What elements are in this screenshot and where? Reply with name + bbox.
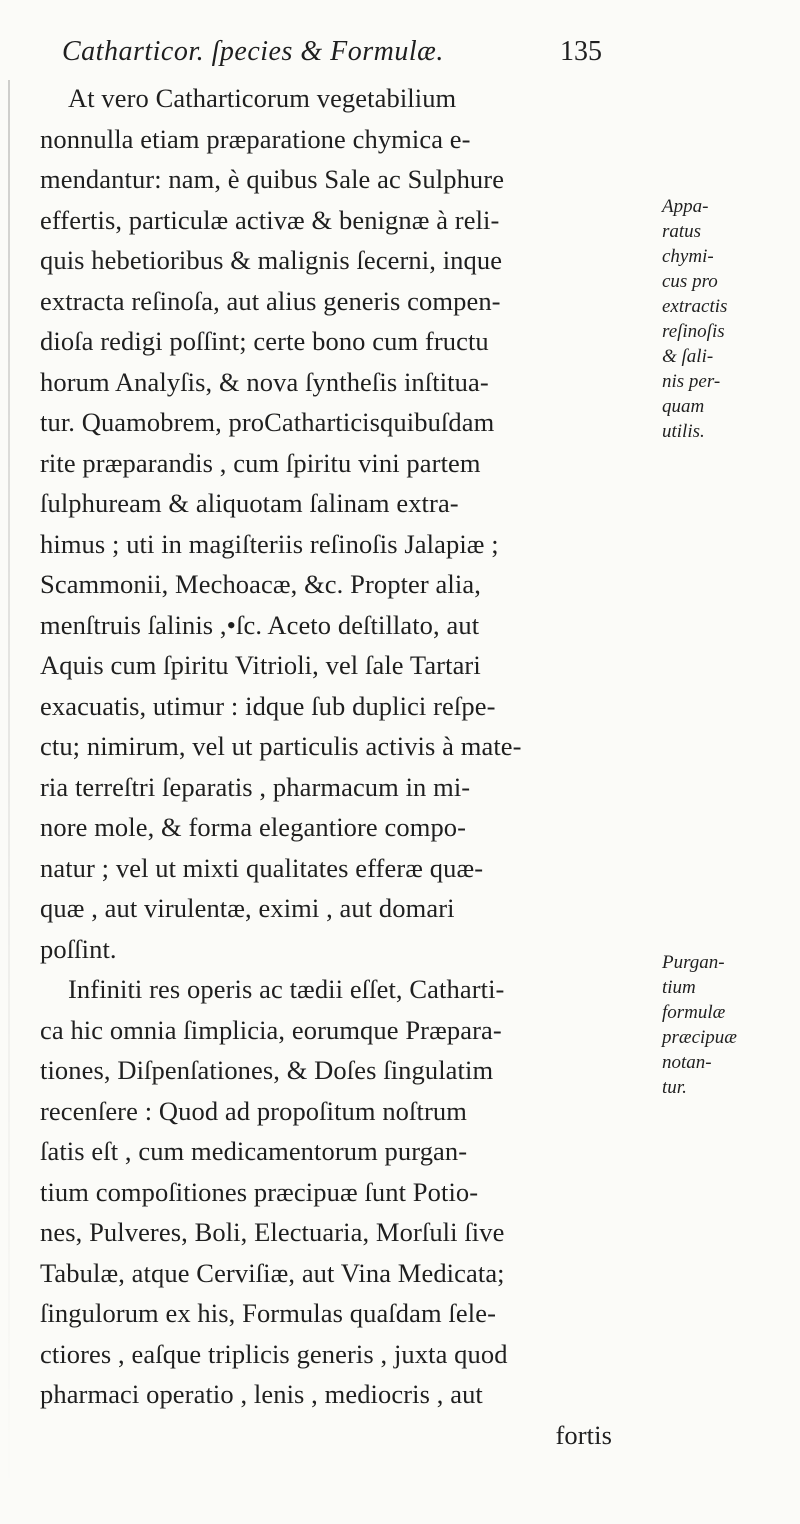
margin-note-line: tium [662,977,696,998]
margin-note-line: ratus [662,221,702,242]
text-line: himus ; uti in magiſteriis reſinoſis Jalapiæ ; [40,528,499,559]
page-number: 135 [560,36,602,67]
margin-note-line: Appa- [662,196,709,217]
text-line: poſſint. [40,933,117,964]
margin-note-line: formulæ [662,1002,726,1023]
margin-note-line: cus pro [662,271,718,292]
text-line: At vero Catharticorum vegetabilium [68,83,457,113]
margin-note-line: notan- [662,1052,712,1073]
margin-note-line: quam [662,396,705,417]
text-line: ſulphuream & aliquotam ſalinam extra- [40,488,459,518]
text-line: nonnulla etiam præparatione chymica e- [40,123,471,154]
text-line: ctiores , eaſque triplicis generis , juxta quod [40,1338,508,1369]
text-line: tium compoſitiones præcipuæ ſunt Potio- [40,1176,479,1207]
margin-note-line: extractis [662,296,728,317]
main-text-block [40,78,640,1455]
text-line: Aquis cum ſpiritu Vitrioli, vel ſale Tartari [40,650,481,680]
text-line: tiones, Diſpenſationes, & Doſes ſingulatim [40,1055,494,1085]
margin-note-line: præcipuæ [662,1027,737,1048]
text-line: recenſere : Quod ad propoſitum noſtrum [40,1095,467,1126]
text-line: pharmaci operatio , lenis , mediocris , aut [40,1379,483,1409]
text-line: ria terreſtri ſeparatis , pharmacum in mi- [40,771,471,802]
text-line: ſatis eſt , cum medicamentorum purgan- [40,1136,468,1166]
text-line: Scammonii, Mechoacæ, &c. Propter alia, [40,569,481,599]
page-gutter-shadow [8,80,10,1500]
margin-note-purgative-formulas [662,950,790,1100]
catchword: fortis [555,1419,612,1450]
text-line: extracta reſinoſa, aut alius generis compen- [40,285,501,316]
margin-note-line: reſinoſis [662,321,725,342]
text-line: tur. Quamobrem, proCatharticisquibuſdam [40,407,495,437]
running-title: Catharticor. ſpecies & Formulæ. [62,36,444,67]
text-line: dioſa redigi poſſint; certe bono cum fructu [40,326,489,356]
text-line: menſtruis ſalinis ,•ſc. Aceto deſtillato, aut [40,609,480,640]
text-line: effertis, particulæ activæ & benignæ à reli- [40,204,500,235]
text-line: horum Analyſis, & nova ſyntheſis inſtitua- [40,366,489,397]
text-line: Infiniti res operis ac tædii eſſet, Catharti- [68,974,505,1004]
text-line: rite præparandis , cum ſpiritu vini partem [40,447,481,478]
text-line: ca hic omnia ſimplicia, eorumque Præpara- [40,1014,502,1045]
margin-note-line: utilis. [662,421,705,442]
margin-note-line: & ſali- [662,346,714,367]
text-line: nes, Pulveres, Boli, Electuaria, Morſuli ſive [40,1217,505,1247]
margin-note-line: chymi- [662,246,714,267]
text-line: natur ; vel ut mixti qualitates efferæ quæ- [40,852,484,883]
margin-note-line: Purgan- [662,952,725,973]
text-line: quis hebetioribus & malignis ſecerni, inque [40,245,503,275]
text-line: ſingulorum ex his, Formulas quaſdam ſele- [40,1298,496,1328]
text-line: quæ , aut virulentæ, eximi , aut domari [40,893,455,923]
margin-note-line: tur. [662,1077,687,1098]
margin-note-line: nis per- [662,371,721,392]
text-line: nore mole, & forma elegantiore compo- [40,812,467,842]
text-line: ctu; nimirum, vel ut particulis activis à mate- [40,731,522,761]
margin-note-chymical-apparatus [662,194,790,444]
text-line: mendantur: nam, è quibus Sale ac Sulphure [40,164,505,194]
text-line: exacuatis, utimur : idque ſub duplici reſpe- [40,690,496,721]
text-line: Tabulæ, atque Cerviſiæ, aut Vina Medicata; [40,1257,505,1288]
